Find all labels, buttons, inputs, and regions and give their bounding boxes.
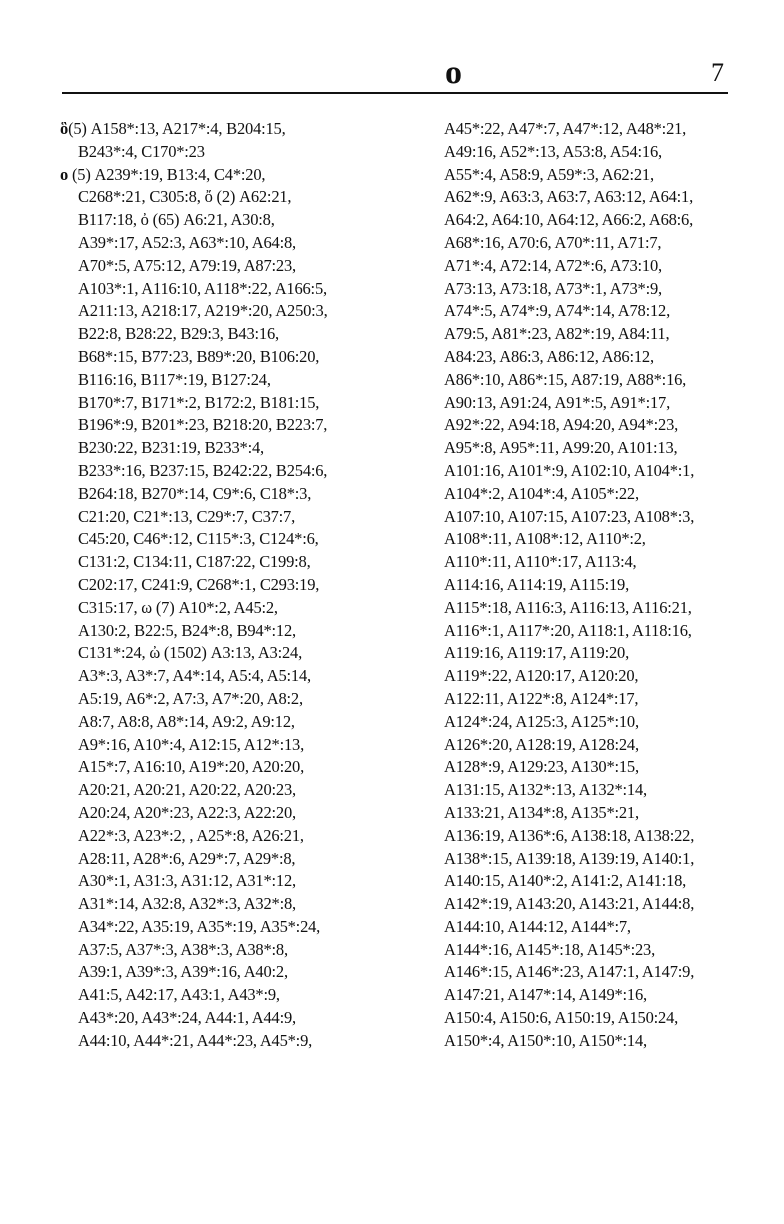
- left-column: [60, 118, 400, 1053]
- index-line: [60, 460, 400, 483]
- index-line: A144*:16, A145*:18, A145*:23,: [444, 939, 656, 959]
- index-line: [60, 414, 400, 437]
- headword: ο: [60, 164, 69, 184]
- index-references: B117:18, ὀ (65) A6:21, A30:8,: [78, 210, 275, 230]
- index-line: [60, 255, 400, 278]
- index-line: [60, 164, 400, 187]
- index-line: [60, 939, 400, 962]
- index-references: B116:16, B117*:19, B127:24,: [78, 369, 271, 389]
- index-line: [60, 437, 400, 460]
- index-line: A114:16, A114:19, A115:19,: [444, 574, 630, 594]
- page-header: [62, 52, 728, 94]
- index-references: A39*:17, A52:3, A63*:10, A64:8,: [78, 232, 296, 252]
- index-references: B230:22, B231:19, B233*:4,: [78, 438, 264, 458]
- index-line: A74*:5, A74*:9, A74*:14, A78:12,: [444, 301, 670, 321]
- index-references: A31*:14, A32:8, A32*:3, A32*:8,: [78, 894, 296, 914]
- index-line: A124*:24, A125:3, A125*:10,: [444, 711, 639, 731]
- index-references: A103*:1, A116:10, A118*:22, A166:5,: [78, 278, 327, 298]
- index-line: A119:16, A119:17, A119:20,: [444, 643, 630, 663]
- index-references: A43*:20, A43*:24, A44:1, A44:9,: [78, 1008, 296, 1028]
- index-references: A34*:22, A35:19, A35*:19, A35*:24,: [78, 916, 321, 936]
- index-references: B264:18, B270*:14, C9*:6, C18*:3,: [78, 483, 312, 503]
- index-line: [60, 642, 400, 665]
- index-line: A116*:1, A117*:20, A118:1, A118:16,: [444, 620, 692, 640]
- index-line: A90:13, A91:24, A91*:5, A91*:17,: [444, 392, 670, 412]
- index-line: [60, 1007, 400, 1030]
- index-line: A79:5, A81*:23, A82*:19, A84:11,: [444, 324, 670, 344]
- index-line: [60, 688, 400, 711]
- index-line: [60, 802, 400, 825]
- index-line: [60, 300, 400, 323]
- index-references: A5:19, A6*:2, A7:3, A7*:20, A8:2,: [78, 688, 303, 708]
- index-references: C202:17, C241:9, C268*:1, C293:19,: [78, 574, 320, 594]
- index-references: A37:5, A37*:3, A38*:3, A38*:8,: [78, 939, 288, 959]
- index-line: A64:2, A64:10, A64:12, A66:2, A68:6,: [444, 210, 694, 230]
- index-references: A20:21, A20:21, A20:22, A20:23,: [78, 780, 296, 800]
- index-line: [60, 232, 400, 255]
- index-line: A122:11, A122*:8, A124*:17,: [444, 688, 639, 708]
- index-line: A144:10, A144:12, A144*:7,: [444, 916, 631, 936]
- index-line: A86*:10, A86*:15, A87:19, A88*:16,: [444, 369, 687, 389]
- index-line: [60, 209, 400, 232]
- index-line: [60, 711, 400, 734]
- index-line: A119*:22, A120:17, A120:20,: [444, 666, 639, 686]
- index-line: A84:23, A86:3, A86:12, A86:12,: [444, 346, 654, 366]
- index-line: A136:19, A136*:6, A138:18, A138:22,: [444, 825, 695, 845]
- index-line: [60, 870, 400, 893]
- index-references: A44:10, A44*:21, A44*:23, A45*:9,: [78, 1030, 313, 1050]
- index-line: A142*:19, A143:20, A143:21, A144:8,: [444, 894, 695, 914]
- index-line: A62*:9, A63:3, A63:7, A63:12, A64:1,: [444, 187, 694, 207]
- index-line: [60, 665, 400, 688]
- index-line: [60, 961, 400, 984]
- index-references: C131*:24, ὠ (1502) A3:13, A3:24,: [78, 643, 303, 663]
- index-line: [60, 278, 400, 301]
- index-line: [60, 528, 400, 551]
- index-line: A128*:9, A129:23, A130*:15,: [444, 757, 639, 777]
- index-line: [60, 848, 400, 871]
- header-letter: ο: [445, 54, 462, 91]
- index-line: A150:4, A150:6, A150:19, A150:24,: [444, 1008, 679, 1028]
- index-line: [60, 186, 400, 209]
- index-references: A20:24, A20*:23, A22:3, A22:20,: [78, 802, 296, 822]
- index-line: [60, 620, 400, 643]
- index-line: A138*:15, A139:18, A139:19, A140:1,: [444, 848, 695, 868]
- index-line: A126*:20, A128:19, A128:24,: [444, 734, 639, 754]
- index-references: B170*:7, B171*:2, B172:2, B181:15,: [78, 392, 320, 412]
- index-line: [60, 483, 400, 506]
- index-line: A73:13, A73:18, A73*:1, A73*:9,: [444, 278, 662, 298]
- index-references: A3*:3, A3*:7, A4*:14, A5:4, A5:14,: [78, 666, 311, 686]
- index-line: [60, 118, 400, 141]
- index-line: [60, 551, 400, 574]
- index-line: A150*:4, A150*:10, A150*:14,: [444, 1030, 647, 1050]
- index-line: [60, 346, 400, 369]
- index-line: A110*:11, A110*:17, A113:4,: [444, 552, 637, 572]
- index-references: A8:7, A8:8, A8*:14, A9:2, A9:12,: [78, 711, 295, 731]
- index-references: B22:8, B28:22, B29:3, B43:16,: [78, 324, 279, 344]
- index-references: C268*:21, C305:8, ὄ (2) A62:21,: [78, 187, 292, 207]
- index-references: C21:20, C21*:13, C29*:7, C37:7,: [78, 506, 296, 526]
- index-references: A30*:1, A31:3, A31:12, A31*:12,: [78, 871, 296, 891]
- index-references: C131:2, C134:11, C187:22, C199:8,: [78, 552, 311, 572]
- index-line: [60, 141, 400, 164]
- index-references: C45:20, C46*:12, C115*:3, C124*:6,: [78, 529, 319, 549]
- index-references: A70*:5, A75:12, A79:19, A87:23,: [78, 255, 296, 275]
- index-line: A92*:22, A94:18, A94:20, A94*:23,: [444, 415, 679, 435]
- index-references: C315:17, ω (7) A10*:2, A45:2,: [78, 597, 278, 617]
- index-line: [60, 779, 400, 802]
- index-line: A68*:16, A70:6, A70*:11, A71:7,: [444, 232, 662, 252]
- index-line: A101:16, A101*:9, A102:10, A104*:1,: [444, 460, 695, 480]
- index-references: A28:11, A28*:6, A29*:7, A29*:8,: [78, 848, 296, 868]
- index-line: A115*:18, A116:3, A116:13, A116:21,: [444, 597, 692, 617]
- index-line: [60, 984, 400, 1007]
- index-line: A140:15, A140*:2, A141:2, A141:18,: [444, 871, 687, 891]
- index-line: A107:10, A107:15, A107:23, A108*:3,: [444, 506, 695, 526]
- index-references: A22*:3, A23*:2, , A25*:8, A26:21,: [78, 825, 304, 845]
- index-line: A147:21, A147*:14, A149*:16,: [444, 985, 647, 1005]
- index-line: [60, 893, 400, 916]
- index-line: A108*:11, A108*:12, A110*:2,: [444, 529, 646, 549]
- index-references: B68*:15, B77:23, B89*:20, B106:20,: [78, 346, 320, 366]
- index-line: A55*:4, A58:9, A59*:3, A62:21,: [444, 164, 654, 184]
- index-line: [60, 574, 400, 597]
- index-line: A146*:15, A146*:23, A147:1, A147:9,: [444, 962, 695, 982]
- index-line: A95*:8, A95*:11, A99:20, A101:13,: [444, 438, 678, 458]
- index-references: B243*:4, C170*:23: [78, 141, 205, 161]
- index-line: [60, 506, 400, 529]
- index-references: A211:13, A218:17, A219*:20, A250:3,: [78, 301, 328, 321]
- headword: ὃ: [60, 119, 69, 138]
- index-line: [60, 756, 400, 779]
- index-line: A131:15, A132*:13, A132*:14,: [444, 780, 647, 800]
- index-line: [60, 323, 400, 346]
- index-line: A49:16, A52*:13, A53:8, A54:16,: [444, 141, 662, 161]
- index-line: [60, 597, 400, 620]
- index-line: [60, 734, 400, 757]
- index-line: [60, 825, 400, 848]
- index-references: A39:1, A39*:3, A39*:16, A40:2,: [78, 962, 288, 982]
- index-references: A41:5, A42:17, A43:1, A43*:9,: [78, 985, 280, 1005]
- index-line: A104*:2, A104*:4, A105*:22,: [444, 483, 639, 503]
- index-line: A45*:22, A47*:7, A47*:12, A48*:21,: [444, 119, 687, 138]
- index-references: A9*:16, A10*:4, A12:15, A12*:13,: [78, 734, 304, 754]
- index-line: A71*:4, A72:14, A72*:6, A73:10,: [444, 255, 662, 275]
- index-line: [60, 916, 400, 939]
- index-references: (5) A158*:13, A217*:4, B204:15,: [68, 119, 286, 138]
- index-references: A130:2, B22:5, B24*:8, B94*:12,: [78, 620, 296, 640]
- right-column: [444, 118, 744, 1053]
- index-references: A15*:7, A16:10, A19*:20, A20:20,: [78, 757, 304, 777]
- index-references: B196*:9, B201*:23, B218:20, B223:7,: [78, 415, 328, 435]
- page-number: 7: [711, 58, 724, 87]
- index-line: [60, 1030, 400, 1053]
- index-line: [60, 392, 400, 415]
- index-references: B233*:16, B237:15, B242:22, B254:6,: [78, 460, 328, 480]
- index-line: A133:21, A134*:8, A135*:21,: [444, 802, 639, 822]
- index-references: (5) A239*:19, B13:4, C4*:20,: [68, 164, 266, 184]
- index-line: [60, 369, 400, 392]
